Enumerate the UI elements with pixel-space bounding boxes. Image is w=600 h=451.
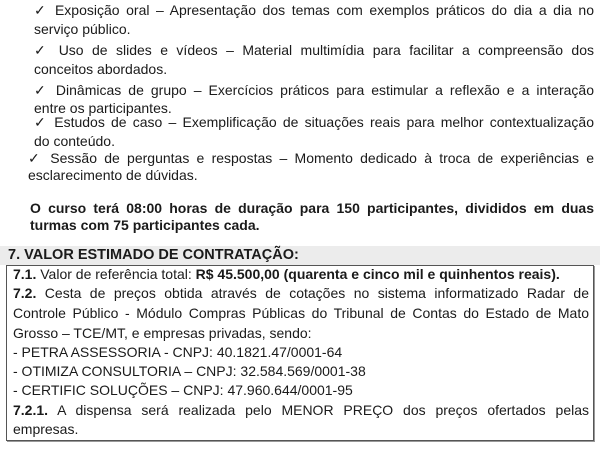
item-number: 7.1. (13, 266, 37, 282)
method-item-line: esclarecimento de dúvidas. (28, 167, 198, 183)
company-item: - OTIMIZA CONSULTORIA – CNPJ: 32.584.569/0001-38 (13, 363, 366, 379)
item-text: A dispensa será realizada pelo MENOR PREÇO dos preços ofertados pelas (48, 402, 589, 418)
item-7-2-line (13, 284, 589, 302)
section-7-header (0, 246, 600, 265)
method-item-line: ✓ Sessão de perguntas e respostas – Momento dedicado à troca de experiências e (28, 150, 594, 166)
method-item-line: serviço público. (34, 21, 131, 37)
method-item-line: entre os participantes. (34, 100, 172, 116)
item-7-2-1-line (13, 401, 589, 419)
method-item-line: ✓ Estudos de caso – Exemplificação de situações reais para melhor contextualização (34, 114, 594, 130)
method-item-line: conceitos abordados. (34, 61, 168, 77)
item-7-1 (13, 265, 560, 283)
item-label: Valor de referência total: (36, 266, 196, 282)
section-title: 7. VALOR ESTIMADO DE CONTRATAÇÃO: (8, 247, 299, 263)
course-summary-line: turmas com 75 participantes cada. (30, 217, 260, 233)
course-summary-line: O curso terá 08:00 horas de duração para 150 participantes, divididos em duas (30, 200, 594, 216)
method-item-line: do conteúdo. (34, 133, 115, 149)
item-7-2-line: Grosso – TCE/MT, e empresas privadas, sendo: (13, 325, 312, 341)
company-item: - CERTIFIC SOLUÇÕES – CNPJ: 47.960.644/0001-95 (13, 382, 353, 398)
reference-value: R$ 45.500,00 (quarenta e cinco mil e quinhentos reais). (195, 266, 560, 282)
item-number: 7.2.1. (13, 402, 49, 418)
method-item-line: ✓ Exposição oral – Apresentação dos temas com exemplos práticos do dia a dia no (34, 2, 594, 18)
item-7-2-line: Controle Público - Módulo Compras Públicas do Tribunal de Contas do Estado de Mato (13, 305, 589, 321)
method-item-line: ✓ Uso de slides e vídeos – Material multimídia para facilitar a compreensão dos (34, 42, 594, 58)
company-item: - PETRA ASSESSORIA - CNPJ: 40.1821.47/0001-64 (13, 344, 343, 360)
item-7-2-1-line: empresas. (13, 421, 79, 437)
item-text: Cesta de preços obtida através de cotações no sistema informatizado Radar de (36, 285, 589, 301)
method-item-line: ✓ Dinâmicas de grupo – Exercícios práticos para estimular a reflexão e a interação (34, 82, 594, 98)
item-number: 7.2. (13, 285, 37, 301)
